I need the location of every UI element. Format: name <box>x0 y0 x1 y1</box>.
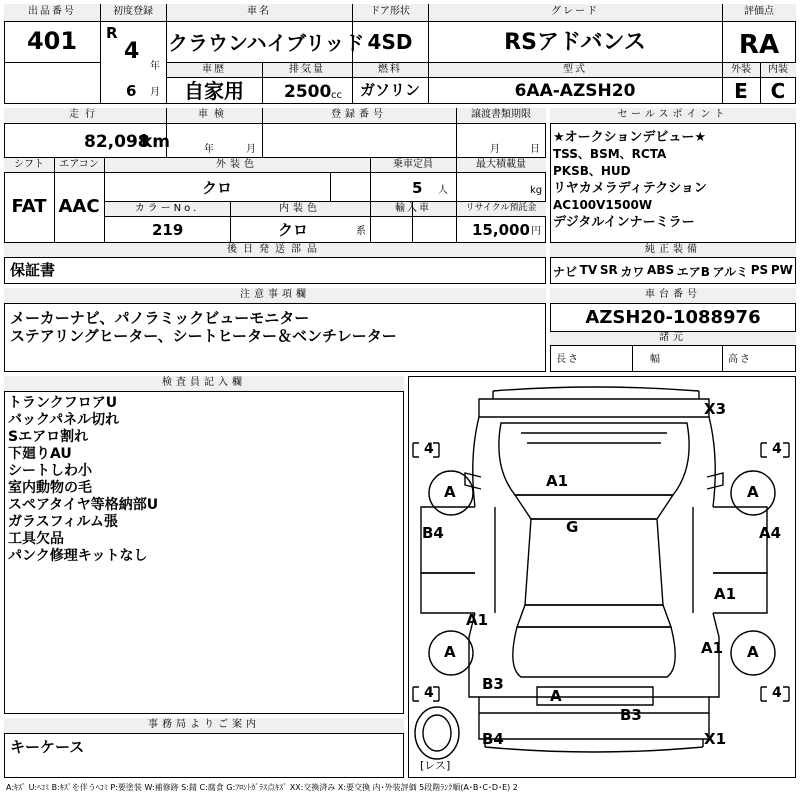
inspector-line: ガラスフィルム張 <box>8 514 118 530</box>
ext-color-label: 外装色 <box>216 159 258 170</box>
note-line: メーカーナビ、パノラミックビューモニター <box>10 309 310 327</box>
selling-point: TSS、BSM、RCTA <box>553 147 667 161</box>
door-label: ドア形状 <box>370 6 410 17</box>
capacity-label: 乗車定員 <box>393 159 433 170</box>
note-line: ステアリングヒーター、シートヒーター＆ベンチレーター <box>10 327 397 345</box>
car-outline <box>409 377 795 777</box>
transfer-label: 譲渡書類期限 <box>471 109 531 120</box>
lot-label: 出品番号 <box>28 6 76 17</box>
mark-b3-left: B3 <box>482 675 504 693</box>
transfer-month-unit: 月 <box>490 144 500 155</box>
mark-roof: G <box>566 518 579 536</box>
model-label: 型式 <box>563 64 587 75</box>
spare-tire-text: レス <box>424 759 446 772</box>
mark-x3: X3 <box>704 400 727 418</box>
inspector-line: 室内動物の毛 <box>8 480 92 496</box>
mark-a1-right2: A1 <box>701 639 724 657</box>
year-unit: 年 <box>150 61 160 72</box>
inspector-list <box>8 395 158 565</box>
selling-point: ★オークションデビュー★ <box>553 130 707 145</box>
mileage: 82,098 <box>84 132 150 152</box>
mark-tire-rr: 4 <box>772 685 782 701</box>
max-load-label: 最大積載量 <box>476 159 526 170</box>
car-history: 自家用 <box>184 79 244 103</box>
score-label: 評価点 <box>744 6 774 17</box>
specs-label: 諸元 <box>659 332 687 343</box>
air-conditioner: AAC <box>58 196 100 217</box>
selling-points-label: セールスポイント <box>617 109 729 120</box>
chassis-label: 車台番号 <box>645 289 701 300</box>
equip-abs: ABS <box>647 263 675 277</box>
inspector-line: スペアタイヤ等格納部U <box>8 497 159 513</box>
width-label: 幅 <box>650 354 662 365</box>
inspector-line: バックパネル切れ <box>8 412 120 428</box>
recycle-unit: 円 <box>531 226 541 237</box>
equip-ps: PS <box>750 263 769 277</box>
mark-tire-fl: 4 <box>424 441 434 457</box>
inspector-line: Sエアロ割れ <box>8 429 89 445</box>
inspector-line: パンク修理キットなし <box>8 548 148 564</box>
mark-b4-rear: B4 <box>482 730 504 748</box>
mark-wheel-rr: A <box>747 643 759 661</box>
grade: RSアドバンス <box>504 30 646 55</box>
displacement-unit: cc <box>331 90 342 101</box>
mark-wheel-fr: A <box>747 483 759 501</box>
era: R <box>106 24 118 42</box>
score: RA <box>738 30 780 60</box>
mark-a1-left: A1 <box>466 611 489 629</box>
month-unit: 月 <box>150 87 160 98</box>
inspection-label: 車検 <box>198 109 230 120</box>
selling-point: AC100V1500W <box>553 198 653 212</box>
chassis-number: AZSH20-1088976 <box>585 307 761 328</box>
selling-point: PKSB、HUD <box>553 164 631 178</box>
fuel-label: 燃料 <box>378 64 402 75</box>
first-reg-label: 初度登録 <box>113 6 153 17</box>
equip-leather: カワ <box>620 265 645 279</box>
ext-grade: E <box>734 79 748 103</box>
ext-color: クロ <box>201 179 232 197</box>
inspector-line: トランクフロアU <box>8 395 118 411</box>
ac-label: エアコン <box>59 159 99 170</box>
selling-point: リヤカメラディテクション <box>553 181 707 196</box>
int-color-unit: 系 <box>356 226 366 237</box>
later-parts: 保証書 <box>10 261 56 279</box>
car-name: クラウンハイブリッド <box>168 31 365 55</box>
mark-tire-fr: 4 <box>772 441 782 457</box>
color-no: 219 <box>152 221 184 239</box>
mark-wheel-rl: A <box>444 643 456 661</box>
mark-a1-right: A1 <box>714 585 737 603</box>
mark-hood: A1 <box>546 472 569 490</box>
height-label: 高さ <box>728 354 752 365</box>
inspection-year-unit: 年 <box>204 144 214 155</box>
legend: A:ｷｽﾞ U:ﾍｺﾐ B:ｷｽﾞを伴うﾍｺﾐ P:要塗装 W:補修跡 S:錆 C:腐食 G:ﾌﾛﾝﾄｶﾞﾗｽ点ｷｽﾞ XX:交換済み X:要交換 内･外装評価 5段階ﾗﾝｸ順(A･B･C･D･E) 2 <box>6 783 518 792</box>
capacity-unit: 人 <box>438 185 448 196</box>
inspection-month-unit: 月 <box>246 144 256 155</box>
equipment-label: 純正装備 <box>645 244 701 255</box>
int-color-label: 内装色 <box>279 203 321 214</box>
mileage-unit: km <box>141 132 171 152</box>
reg-year: 4 <box>124 39 140 64</box>
int-grade: C <box>770 79 786 103</box>
model: 6AA-AZSH20 <box>514 81 636 101</box>
import-label: 輸入車 <box>395 203 431 214</box>
notes-list <box>10 309 397 345</box>
mark-a4-right: A4 <box>759 524 782 542</box>
displacement: 2500 <box>284 82 332 102</box>
inspector-line: 工具欠品 <box>8 531 64 547</box>
mark-b4-left: B4 <box>422 524 444 542</box>
inspector-line: 下廻りAU <box>8 446 72 462</box>
shift-label: シフト <box>14 159 44 170</box>
reg-no-label: 登録番号 <box>331 109 387 120</box>
length-label: 長さ <box>556 354 580 365</box>
office-label: 事務局よりご案内 <box>148 719 260 730</box>
int-grade-label: 内装 <box>768 64 788 75</box>
mark-b3-rear: B3 <box>620 706 642 724</box>
mileage-label: 走行 <box>69 109 101 120</box>
int-color: クロ <box>277 221 308 239</box>
spare-tire-label: [レス] <box>420 759 451 772</box>
equip-navi: ナビ <box>553 265 578 279</box>
equip-sunroof: SR <box>599 263 618 277</box>
damage-diagram <box>408 376 796 778</box>
mark-wheel-fl: A <box>444 483 456 501</box>
color-no-label: カラーNo. <box>134 203 200 214</box>
recycle-fee: 15,000 <box>472 221 530 239</box>
max-load-unit: kg <box>530 185 543 196</box>
recycle-label: リサイクル預託金 <box>465 203 537 213</box>
lot-number: 401 <box>26 27 78 55</box>
equip-tv: TV <box>579 263 598 277</box>
inspector-line: シートしわ小 <box>8 463 92 479</box>
shift: FAT <box>11 196 47 217</box>
office-note: キーケース <box>10 738 85 756</box>
grade-label: グレード <box>551 6 599 17</box>
history-label: 車歴 <box>202 64 226 75</box>
selling-point: デジタルインナーミラー <box>553 215 695 230</box>
door-type: 4SD <box>367 30 413 54</box>
selling-points-list <box>553 129 707 231</box>
later-parts-label: 後日発送部品 <box>227 244 323 255</box>
inspector-label: 検査員記入欄 <box>162 377 246 388</box>
equip-airbag: エアB <box>676 265 710 279</box>
reg-month: 6 <box>126 82 137 100</box>
mark-tire-rl: 4 <box>424 685 434 701</box>
car-name-label: 車名 <box>247 6 271 17</box>
equip-pw: PW <box>770 263 793 277</box>
ext-grade-label: 外装 <box>731 64 751 75</box>
transfer-day-unit: 日 <box>530 144 540 155</box>
fuel: ガソリン <box>359 81 420 99</box>
equipment-list <box>553 263 793 280</box>
mark-a-rear: A <box>550 687 562 705</box>
displacement-label: 排気量 <box>289 64 325 75</box>
mark-x1-rear: X1 <box>704 730 727 748</box>
equip-alloy: アルミ <box>712 265 749 279</box>
capacity: 5 <box>412 179 423 197</box>
notes-label: 注意事項欄 <box>240 289 310 300</box>
